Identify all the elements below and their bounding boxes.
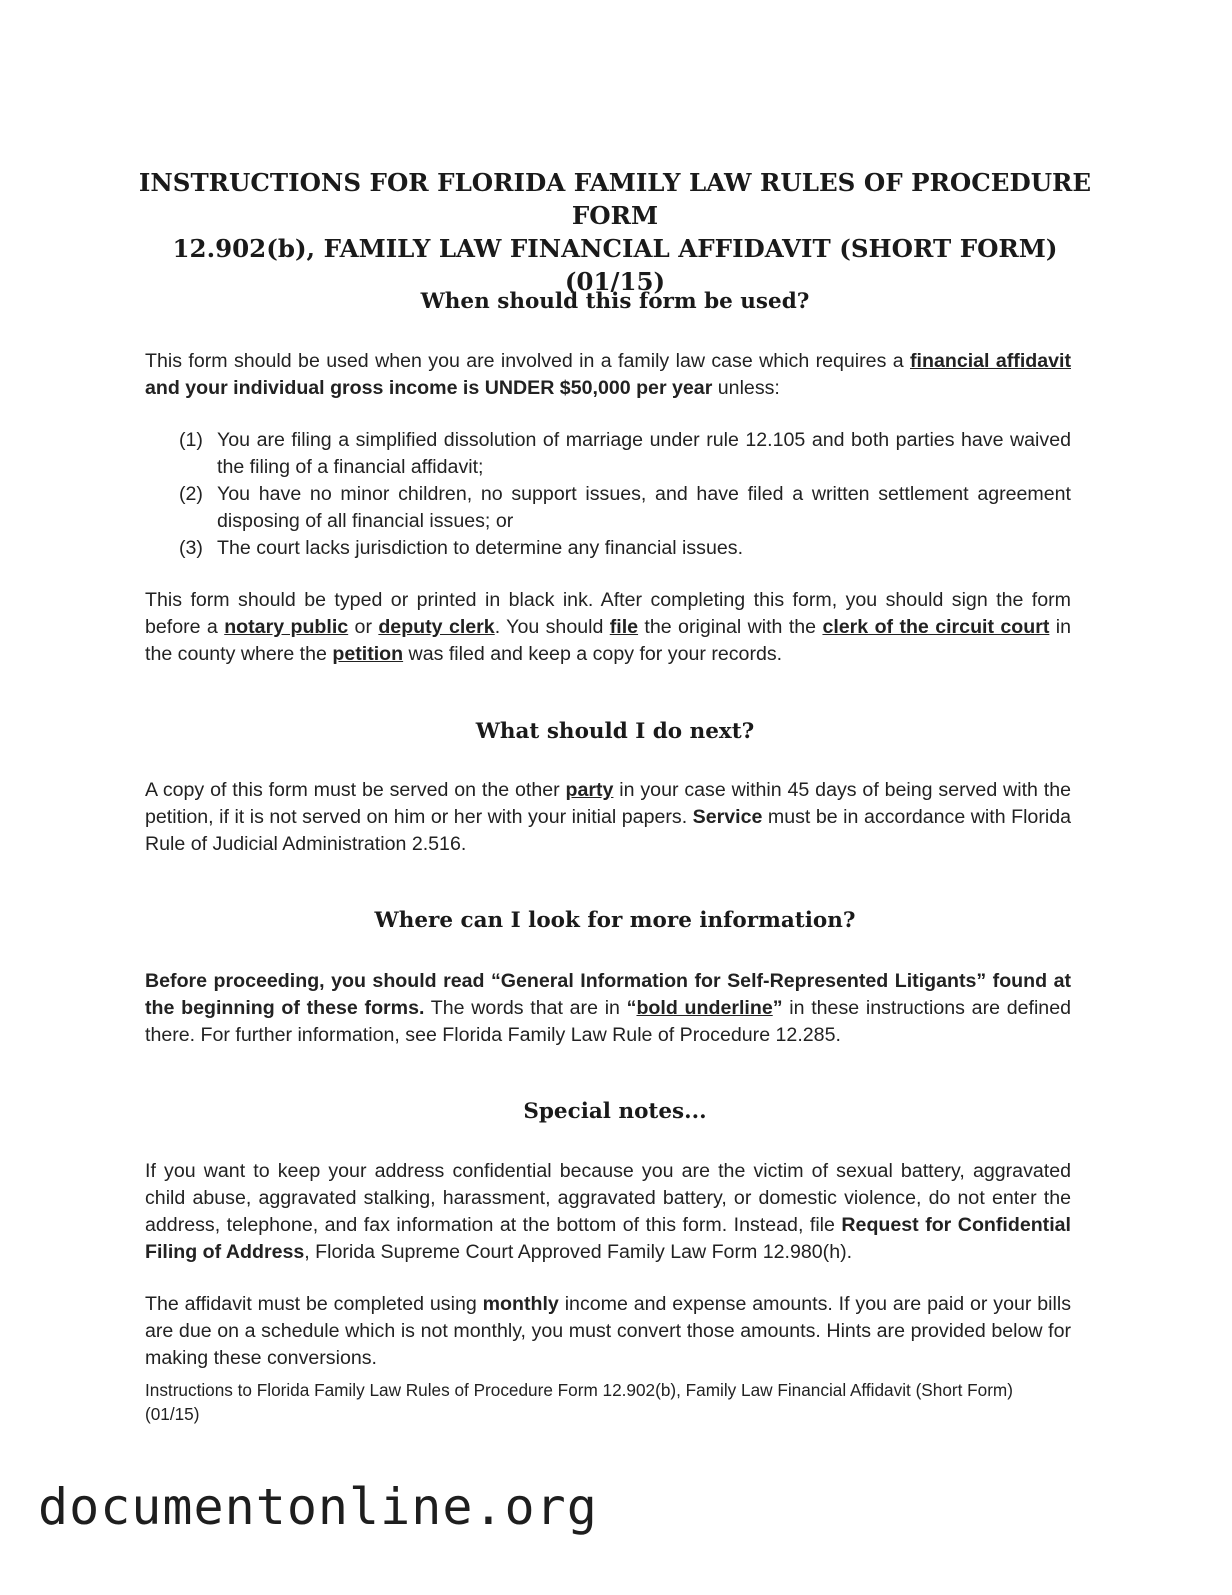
title-line-1: INSTRUCTIONS FOR FLORIDA FAMILY LAW RULES OF PROCEDURE FORM bbox=[138, 168, 1092, 230]
paragraph-filing-instructions: This form should be typed or printed in black ink. After completing this form, you should sign the form before a notary public or deputy clerk. You should file the original with the clerk of the circuit court in the county where the petition was filed and keep a copy for your records. bbox=[145, 589, 1072, 665]
term-deputy-clerk: deputy clerk bbox=[378, 616, 495, 638]
paragraph-monthly-amounts: The affidavit must be completed using monthly income and expense amounts. If you are paid or your bills are due on a schedule which is not monthly, you must convert those amounts. Hints are provided below for making these conversions. bbox=[145, 1293, 1072, 1369]
term-notary-public: notary public bbox=[224, 616, 349, 638]
exception-list bbox=[145, 427, 1071, 562]
term-petition: petition bbox=[332, 643, 404, 665]
term-file: file bbox=[609, 616, 639, 638]
heading-special-notes: Special notes... bbox=[523, 1099, 707, 1124]
paragraph-confidential-address: If you want to keep your address confidential because you are the victim of sexual battery, aggravated child abuse, aggravated stalking, harassment, aggravated battery, or domestic violence, do not enter the address, telephone, and fax information at the bottom of this form. Instead, file Request for Confidential Filing of Address, Florida Supreme Court Approved Family Law Form 12.980(h). bbox=[145, 1160, 1071, 1263]
heading-more-information: Where can I look for more information? bbox=[374, 908, 856, 933]
watermark: documentonline.org bbox=[38, 1478, 598, 1536]
list-item: (1) You are filing a simplified dissolution of marriage under rule 12.105 and both parties have waived the filing of a financial affidavit; bbox=[179, 429, 1071, 478]
term-service: Service bbox=[692, 806, 763, 828]
heading-what-next: What should I do next? bbox=[475, 719, 755, 744]
document-title bbox=[130, 166, 1100, 298]
page-footer: Instructions to Florida Family Law Rules of Procedure Form 12.902(b), Family Law Financial Affidavit (Short Form) (01/15) bbox=[145, 1380, 1013, 1424]
list-item: (2) You have no minor children, no support issues, and have filed a written settlement agreement disposing of all financial issues; or bbox=[179, 483, 1071, 532]
term-bold-underline: bold underline bbox=[636, 997, 773, 1019]
income-threshold-text: and your individual gross income is UNDER $50,000 per year bbox=[145, 377, 713, 399]
paragraph-when-used-intro: This form should be used when you are involved in a family law case which requires a financial affidavit and your individual gross income is UNDER $50,000 per year unless: bbox=[145, 350, 1071, 399]
title-line-2: 12.902(b), FAMILY LAW FINANCIAL AFFIDAVIT (SHORT FORM) (01/15) bbox=[172, 234, 1058, 296]
paragraph-more-information: Before proceeding, you should read “General Information for Self-Represented Litigants” found at the beginning of these forms. The words that are in “bold underline” in these instructions are defined there. For further information, see Florida Family Law Rule of Procedure 12.285. bbox=[145, 970, 1071, 1046]
form-name-request-confidential: Request for Confidential Filing of Address bbox=[145, 1214, 1071, 1263]
term-clerk-circuit-court: clerk of the circuit court bbox=[822, 616, 1050, 638]
list-item: (3) The court lacks jurisdiction to determine any financial issues. bbox=[179, 537, 744, 559]
term-financial-affidavit: financial affidavit bbox=[910, 350, 1071, 372]
paragraph-service: A copy of this form must be served on the other party in your case within 45 days of being served with the petition, if it is not served on him or her with your initial papers. Service must be in accordance with Florida Rule of Judicial Administration 2.516. bbox=[145, 779, 1071, 855]
heading-when-used: When should this form be used? bbox=[420, 289, 810, 314]
term-monthly: monthly bbox=[482, 1293, 559, 1315]
term-party: party bbox=[565, 779, 614, 801]
